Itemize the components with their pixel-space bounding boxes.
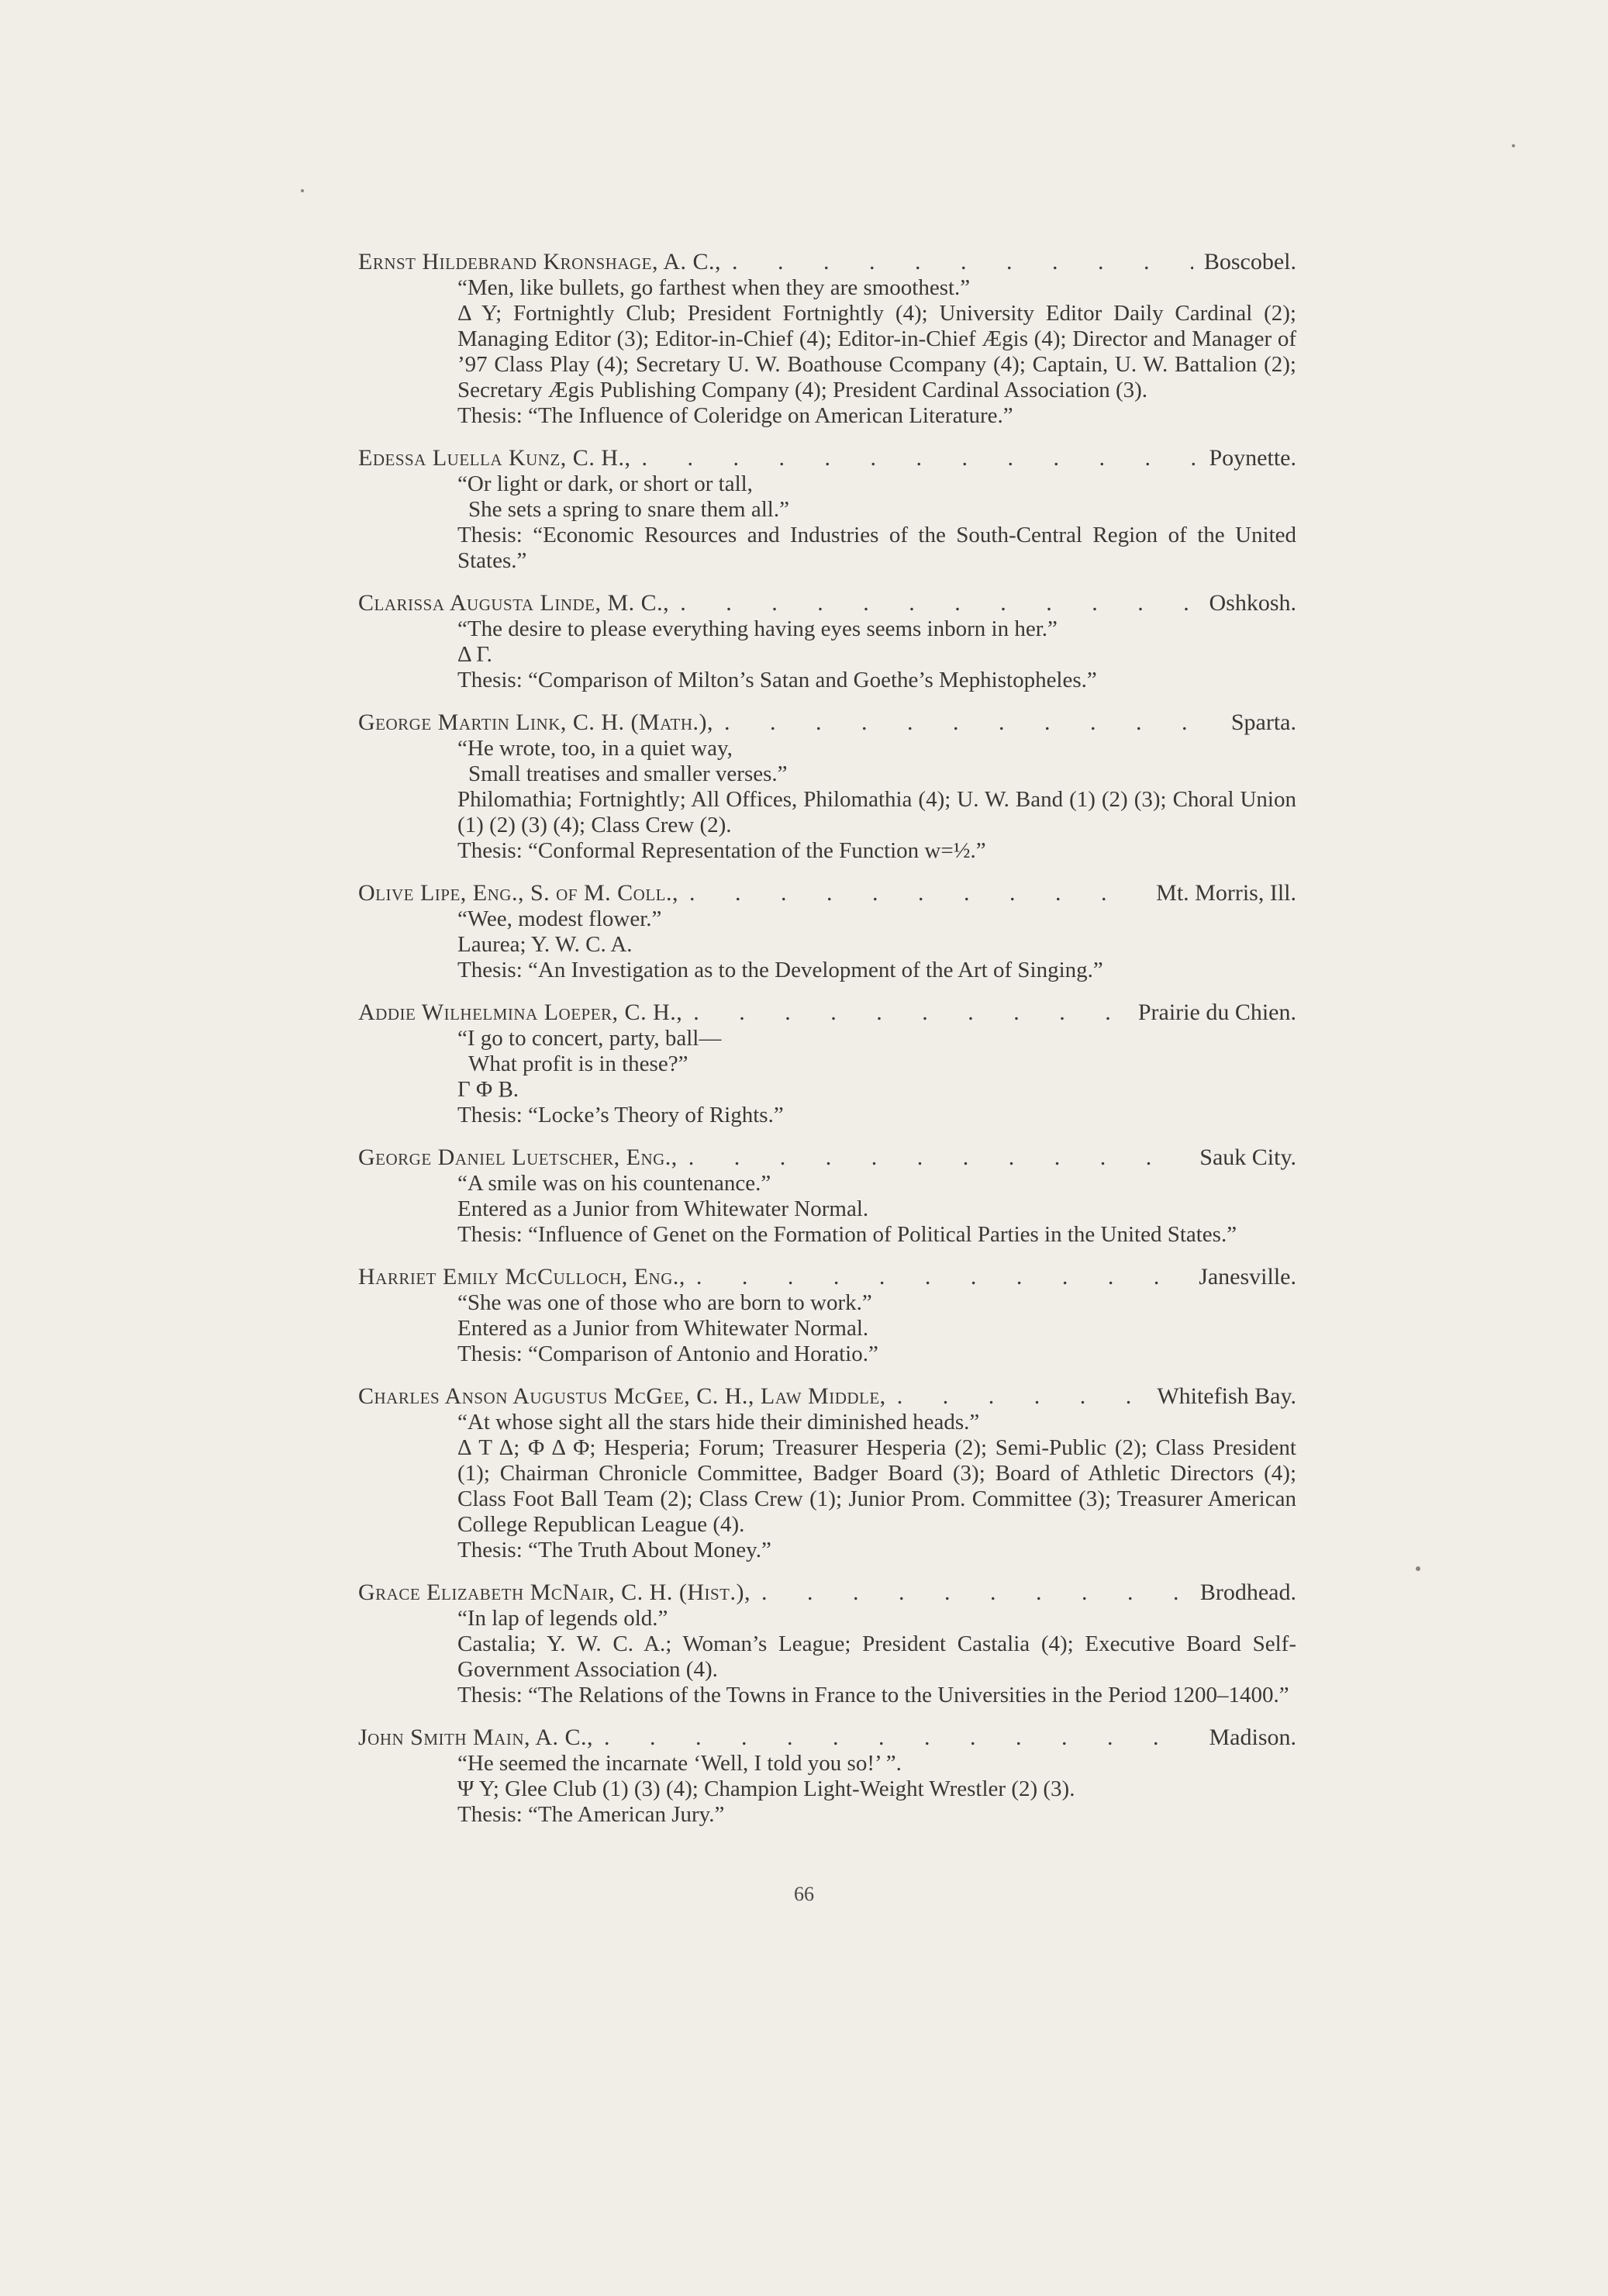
entry-details [358, 736, 1296, 864]
hometown: Madison. [1209, 1725, 1296, 1750]
hometown: Poynette. [1209, 445, 1296, 471]
entry-line: Thesis: “Comparison of Milton’s Satan and Goethe’s Mephistopheles.” [457, 668, 1097, 692]
hometown: Oshkosh. [1209, 590, 1296, 616]
graduate-name: Ernst Hildebrand Kronshage, A. C., [358, 249, 722, 274]
hometown: Whitefish Bay. [1157, 1383, 1296, 1409]
entry-line: Entered as a Junior from Whitewater Normal. [457, 1196, 869, 1221]
entry-line: Thesis: “The American Jury.” [457, 1802, 725, 1827]
entry-details [358, 1171, 1296, 1248]
entry-heading [358, 248, 1296, 275]
paper-speck [301, 189, 304, 192]
hometown: Boscobel. [1203, 249, 1296, 274]
entry-heading [358, 999, 1296, 1026]
dot-leader [761, 1579, 1189, 1606]
graduate-entry [358, 1383, 1296, 1563]
entry-line: Thesis: “Comparison of Antonio and Horatio.” [457, 1341, 878, 1366]
entry-line: “Wee, modest flower.” [457, 906, 662, 931]
hometown: Prairie du Chien. [1137, 1000, 1296, 1025]
dot-leader [604, 1724, 1198, 1751]
entry-heading [358, 1263, 1296, 1290]
entry-line: Small treatises and smaller verses.” [468, 761, 788, 786]
entry-line: Thesis: “The Influence of Coleridge on American Literature.” [457, 403, 1013, 428]
entry-line: “In lap of legends old.” [457, 1606, 668, 1631]
entry-heading [358, 1144, 1296, 1171]
entry-line: Thesis: “The Relations of the Towns in France to the Universities in the Period 1200–1400.” [457, 1683, 1289, 1707]
page-number: 66 [794, 1883, 814, 1905]
hometown: Sauk City. [1199, 1145, 1296, 1170]
entry-heading [358, 1724, 1296, 1751]
entry-details [358, 616, 1296, 693]
graduate-entry [358, 1579, 1296, 1708]
entry-details [358, 1410, 1296, 1563]
entry-line: “At whose sight all the stars hide their diminished heads.” [457, 1410, 980, 1435]
entry-heading [358, 1383, 1296, 1410]
entry-line: Δ Υ; Fortnightly Club; President Fortnightly (4); University Editor Daily Cardinal (2); Managing Editor (3); Editor-in-Chief (4); Editor-in-Chief Ægis (4); Director and Manager of ’97 Class Play (4); Secretary U. W. Boathouse Ccompany (4); Captain, U. W. Battalion (2); Secretary Ægis Publishing Company (4); President Cardinal Association (3). [457, 301, 1296, 402]
entry-line: Thesis: “The Truth About Money.” [457, 1538, 771, 1562]
graduate-entry [358, 589, 1296, 693]
dot-leader [688, 1144, 1189, 1171]
graduate-entry [358, 1144, 1296, 1248]
dot-leader [696, 1263, 1188, 1290]
graduate-name: Grace Elizabeth McNair, C. H. (Hist.), [358, 1580, 751, 1605]
entry-line: Philomathia; Fortnightly; All Offices, Philomathia (4); U. W. Band (1) (2) (3); Choral Union (1) (2) (3) (4); Class Crew (2). [457, 787, 1296, 837]
entry-line: Ψ Υ; Glee Club (1) (3) (4); Champion Light-Weight Wrestler (2) (3). [457, 1776, 1075, 1801]
dot-leader [641, 444, 1198, 471]
entry-heading [358, 709, 1296, 736]
entry-details [358, 906, 1296, 983]
entry-line: Thesis: “Economic Resources and Industries of the South-Central Region of the United States.” [457, 523, 1296, 573]
entry-line: She sets a spring to snare them all.” [468, 497, 789, 522]
dot-leader [689, 879, 1145, 906]
entry-details [358, 1606, 1296, 1708]
entry-heading [358, 1579, 1296, 1606]
entry-line: Entered as a Junior from Whitewater Normal. [457, 1316, 869, 1341]
hometown: Sparta. [1230, 710, 1296, 735]
entry-details [358, 1751, 1296, 1828]
entry-line: Δ Τ Δ; Φ Δ Φ; Hesperia; Forum; Treasurer Hesperia (2); Semi-Public (2); Class President (1); Chairman Chronicle Committee, Badger Board (3); Board of Athletic Directors (4); Class Foot Ball Team (2); Class Crew (1); Junior Prom. Committee (3); Treasurer American College Republican League (4). [457, 1435, 1296, 1537]
graduate-name: Edessa Luella Kunz, C. H., [358, 445, 631, 471]
graduate-entry [358, 879, 1296, 983]
paper-speck [1416, 1566, 1420, 1571]
dot-leader [693, 999, 1127, 1026]
entry-line: “I go to concert, party, ball— [457, 1026, 722, 1051]
hometown: Janesville. [1199, 1264, 1296, 1290]
graduate-name: Olive Lipe, Eng., S. of M. Coll., [358, 880, 678, 906]
entry-line: Laurea; Y. W. C. A. [457, 932, 633, 957]
entry-heading [358, 444, 1296, 471]
graduate-name: Harriet Emily McCulloch, Eng., [358, 1264, 685, 1290]
graduate-name: Charles Anson Augustus McGee, C. H., Law Middle, [358, 1383, 886, 1409]
entry-line: Thesis: “Conformal Representation of the Function w=½.” [457, 838, 986, 863]
entry-line: “Men, like bullets, go farthest when they are smoothest.” [457, 275, 971, 300]
dot-leader [680, 589, 1198, 616]
graduate-entry [358, 248, 1296, 429]
graduate-entries [358, 248, 1296, 1843]
entry-line: “He seemed the incarnate ‘Well, I told you so!’ ”. [457, 1751, 902, 1776]
entry-heading [358, 879, 1296, 906]
entry-details [358, 1290, 1296, 1367]
graduate-name: Addie Wilhelmina Loeper, C. H., [358, 1000, 683, 1025]
entry-line: “Or light or dark, or short or tall, [457, 471, 753, 496]
entry-line: Δ Γ. [457, 642, 492, 667]
entry-line: Thesis: “Influence of Genet on the Formation of Political Parties in the United States.” [457, 1222, 1237, 1247]
paper-speck [1512, 144, 1515, 147]
entry-line: Thesis: “Locke’s Theory of Rights.” [457, 1103, 784, 1127]
hometown: Brodhead. [1199, 1580, 1296, 1605]
entry-line: “He wrote, too, in a quiet way, [457, 736, 733, 761]
dot-leader [897, 1383, 1147, 1410]
entry-details [358, 275, 1296, 429]
graduate-name: George Martin Link, C. H. (Math.), [358, 710, 714, 735]
hometown: Mt. Morris, Ill. [1156, 880, 1296, 906]
entry-line: “The desire to please everything having eyes seems inborn in her.” [457, 616, 1058, 641]
graduate-entry [358, 709, 1296, 864]
entry-line: Thesis: “An Investigation as to the Development of the Art of Singing.” [457, 958, 1103, 982]
entry-line: “She was one of those who are born to work.” [457, 1290, 872, 1315]
graduate-entry [358, 1263, 1296, 1367]
entry-line: Castalia; Y. W. C. A.; Woman’s League; President Castalia (4); Executive Board Self-Government Association (4). [457, 1631, 1296, 1682]
dot-leader [732, 248, 1193, 275]
graduate-entry [358, 1724, 1296, 1828]
graduate-name: John Smith Main, A. C., [358, 1725, 594, 1750]
graduate-entry [358, 999, 1296, 1128]
graduate-entry [358, 444, 1296, 574]
entry-heading [358, 589, 1296, 616]
graduate-name: George Daniel Luetscher, Eng., [358, 1145, 678, 1170]
entry-details [358, 1026, 1296, 1128]
dot-leader [724, 709, 1220, 736]
entry-line: Γ Φ Β. [457, 1077, 519, 1102]
entry-line: What profit is in these?” [468, 1051, 688, 1076]
entry-line: “A smile was on his countenance.” [457, 1171, 771, 1196]
entry-details [358, 471, 1296, 574]
graduate-name: Clarissa Augusta Linde, M. C., [358, 590, 670, 616]
